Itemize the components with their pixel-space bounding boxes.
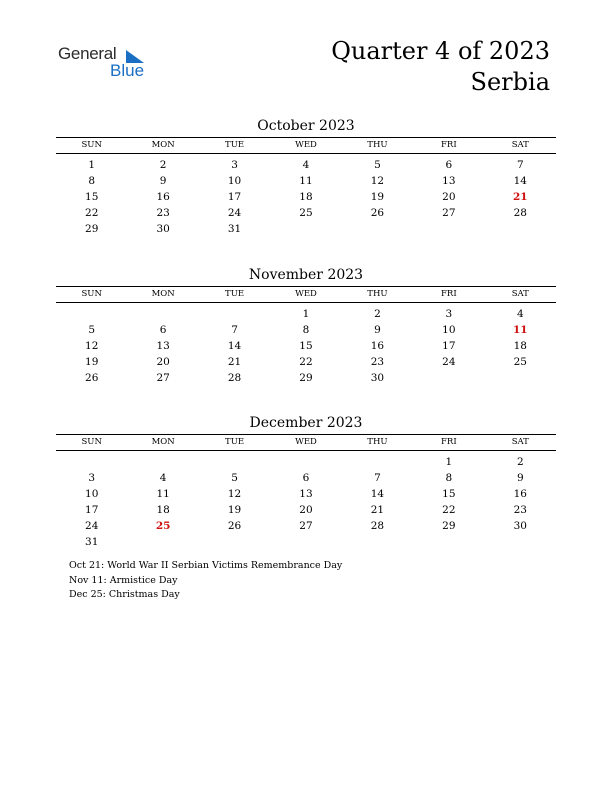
day-cell: 24 [442,356,456,368]
weekday-label: SUN [81,140,102,150]
day-cell: 12 [370,175,385,187]
day-cell [485,221,556,237]
weekday-label: SUN [81,437,102,447]
day-cell: 7 [374,472,381,484]
weekday-label: SAT [511,289,529,299]
weekday-label: SAT [511,140,529,150]
day-cell: 15 [442,488,456,500]
day-cell: 19 [85,356,99,368]
month-title: November 2023 [248,267,364,283]
day-cell [342,454,413,470]
day-cell: 17 [227,191,242,203]
logo [58,44,168,84]
day-cell [270,221,341,237]
day-cell: 3 [231,159,238,171]
holiday-note: Nov 11: Armistice Day [69,574,178,586]
day-cell: 4 [159,472,167,484]
day-cell: 25 [513,356,527,368]
day-cell: 19 [370,191,385,203]
day-grid [56,157,556,237]
day-cell: 14 [370,488,385,500]
day-cell: 31 [85,536,99,548]
holiday-note: Dec 25: Christmas Day [69,589,180,600]
day-cell: 26 [227,520,242,532]
day-cell: 17 [85,504,99,516]
day-cell: 16 [513,488,527,500]
day-cell: 28 [227,372,242,384]
day-cell [56,454,127,470]
day-cell: 22 [442,504,456,516]
page-title [331,36,550,98]
day-cell [342,534,413,550]
day-cell: 22 [299,356,313,368]
day-cell: 28 [513,207,527,219]
day-grid [56,306,556,386]
day-cell: 31 [227,223,242,235]
day-cell [413,221,484,237]
day-cell: 18 [156,504,170,516]
weekday-label: MON [151,437,175,447]
day-cell [127,534,198,550]
weekday-label: WED [295,140,317,150]
day-cell [485,370,556,386]
day-cell [413,370,484,386]
day-cell: 14 [227,340,242,352]
weekday-label: WED [295,289,317,299]
holiday-notes [69,559,342,603]
day-cell: 8 [445,472,453,484]
weekday-label: TUE [225,140,245,150]
day-cell: 8 [302,324,310,336]
logo-word-blue: Blue [110,61,145,80]
weekday-label: THU [367,140,388,150]
day-cell: 27 [299,520,313,532]
day-cell: 25 [155,520,171,532]
day-cell: 27 [156,372,170,384]
day-cell [199,454,270,470]
day-cell: 27 [442,207,456,219]
day-cell: 26 [85,372,99,384]
day-cell: 1 [88,159,96,171]
day-cell: 29 [299,372,313,384]
holiday-note: Oct 21: World War II Serbian Victims Remembrance Day [69,560,343,571]
day-cell: 4 [302,159,310,171]
day-cell: 11 [156,488,170,500]
day-cell: 18 [513,340,527,352]
day-cell: 13 [299,488,313,500]
day-cell: 16 [156,191,170,203]
day-cell: 25 [299,207,313,219]
day-cell: 29 [442,520,456,532]
day-cell: 15 [299,340,313,352]
day-cell: 5 [88,324,96,336]
weekday-label: MON [151,289,175,299]
day-cell: 12 [85,340,99,352]
day-cell: 9 [159,175,167,187]
day-cell [485,534,556,550]
day-cell: 21 [512,191,528,203]
day-cell: 20 [156,356,170,368]
weekday-label: MON [151,140,175,150]
day-cell: 6 [445,159,453,171]
calendar-december [56,413,556,550]
day-cell: 23 [156,207,170,219]
calendar-october [56,116,556,237]
weekday-label: FRI [441,140,457,150]
day-cell: 2 [159,159,167,171]
day-cell: 2 [374,308,381,320]
day-cell [199,534,270,550]
day-cell: 10 [85,488,99,500]
day-cell: 7 [231,324,238,336]
day-cell: 11 [512,324,528,336]
day-cell: 24 [227,207,242,219]
day-cell [270,534,341,550]
weekday-label: THU [367,437,388,447]
day-cell [199,306,270,322]
day-cell: 11 [299,175,313,187]
day-cell [127,454,198,470]
weekday-label: FRI [441,437,457,447]
day-cell: 8 [88,175,96,187]
day-cell: 9 [516,472,524,484]
day-cell: 13 [442,175,456,187]
weekday-label: SUN [81,289,102,299]
weekday-header [56,286,556,303]
day-cell: 26 [370,207,385,219]
calendar-november [56,265,556,386]
day-cell [56,306,127,322]
day-cell: 4 [516,308,524,320]
day-cell: 10 [227,175,242,187]
weekday-label: WED [295,437,317,447]
day-cell [127,306,198,322]
day-cell: 21 [227,356,242,368]
weekday-label: TUE [225,437,245,447]
month-title: December 2023 [249,415,363,431]
day-cell [342,221,413,237]
day-cell: 1 [302,308,310,320]
day-cell: 23 [370,356,385,368]
day-grid [56,454,556,550]
weekday-label: THU [367,289,388,299]
day-cell [270,454,341,470]
weekday-label: SAT [511,437,529,447]
day-cell: 3 [445,308,453,320]
day-cell: 12 [227,488,242,500]
day-cell: 10 [442,324,456,336]
day-cell: 14 [513,175,527,187]
day-cell: 24 [85,520,99,532]
day-cell: 16 [370,340,385,352]
day-cell: 30 [370,372,385,384]
day-cell: 5 [374,159,381,171]
day-cell: 20 [299,504,313,516]
month-title: October 2023 [257,118,355,134]
day-cell: 2 [516,456,524,468]
day-cell: 17 [442,340,456,352]
weekday-label: TUE [225,289,245,299]
day-cell: 20 [442,191,456,203]
day-cell: 30 [513,520,527,532]
day-cell: 6 [302,472,310,484]
day-cell: 6 [159,324,167,336]
day-cell: 22 [85,207,99,219]
title-country: Serbia [470,68,550,96]
day-cell: 7 [516,159,524,171]
logo-word-general: General [58,44,117,63]
day-cell: 3 [88,472,96,484]
day-cell: 1 [445,456,453,468]
day-cell: 30 [156,223,170,235]
day-cell: 9 [374,324,381,336]
day-cell: 28 [370,520,385,532]
day-cell: 29 [85,223,99,235]
day-cell: 19 [227,504,242,516]
weekday-header [56,434,556,451]
day-cell: 15 [85,191,99,203]
weekday-label: FRI [441,289,457,299]
day-cell: 21 [370,504,385,516]
day-cell: 18 [299,191,313,203]
day-cell: 23 [513,504,527,516]
day-cell [413,534,484,550]
title-quarter: Quarter 4 of 2023 [331,37,550,65]
weekday-header [56,137,556,154]
day-cell: 13 [156,340,170,352]
day-cell: 5 [231,472,238,484]
